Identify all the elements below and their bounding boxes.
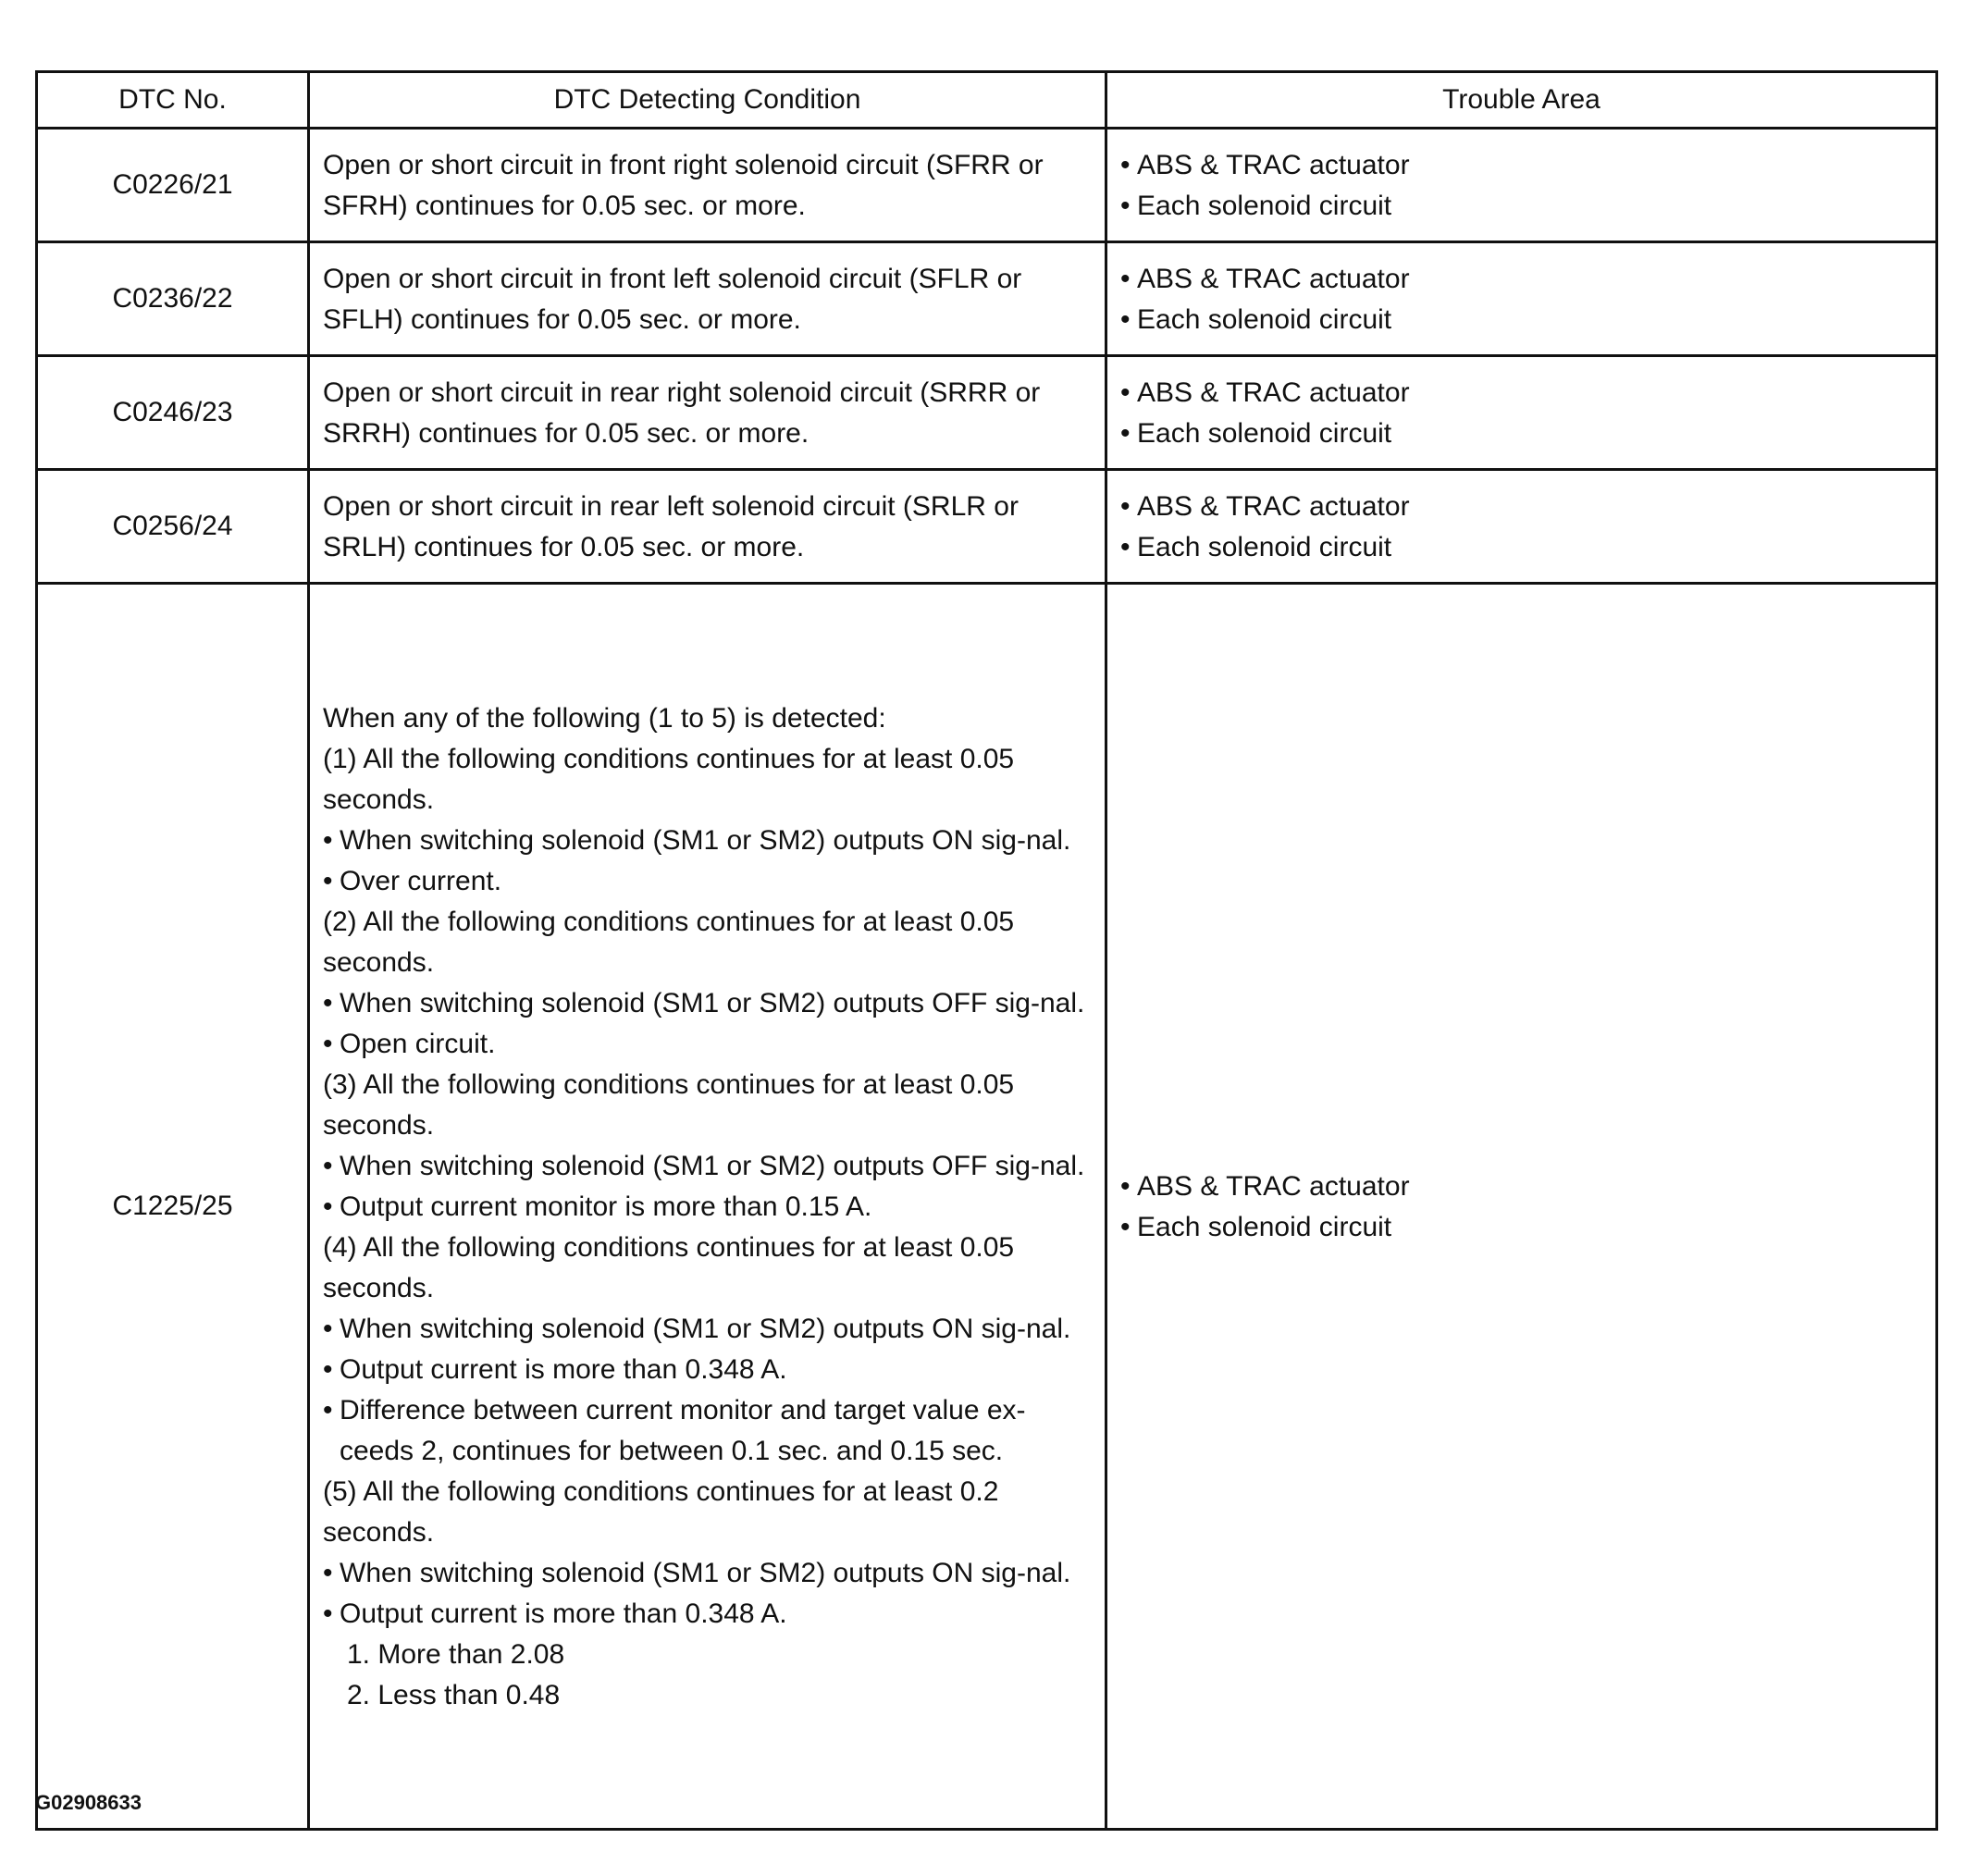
detecting-condition: Open or short circuit in rear left solenoid circuit (SRLR or SRLH) continues for 0.05 sec. or more. <box>309 470 1106 584</box>
condition-numbered-item: 1. More than 2.08 <box>347 1639 565 1670</box>
condition-bullet: • Output current is more than 0.348 A. <box>323 1594 1092 1635</box>
condition-line: (1) All the following conditions continues for at least 0.05 seconds. <box>323 744 1015 815</box>
condition-bullet: • When switching solenoid (SM1 or SM2) outputs ON sig-nal. <box>323 1553 1092 1594</box>
condition-bullet: • Over current. <box>323 861 1092 902</box>
header-dtc-no: DTC No. <box>37 72 309 129</box>
condition-bullet: • When switching solenoid (SM1 or SM2) outputs ON sig-nal. <box>323 821 1092 861</box>
trouble-item: • ABS & TRAC actuator <box>1120 145 1922 186</box>
trouble-area <box>1106 242 1937 356</box>
detecting-condition: Open or short circuit in rear right solenoid circuit (SRRR or SRRH) continues for 0.05 sec. or more. <box>309 356 1106 470</box>
condition-bullet: • Open circuit. <box>323 1024 1092 1065</box>
condition-bullet: • When switching solenoid (SM1 or SM2) outputs OFF sig-nal. <box>323 983 1092 1024</box>
dtc-code: C0236/22 <box>37 242 309 356</box>
header-trouble-area: Trouble Area <box>1106 72 1937 129</box>
table-row <box>37 129 1937 242</box>
dtc-code: C0226/21 <box>37 129 309 242</box>
detecting-condition: Open or short circuit in front right solenoid circuit (SFRR or SFRH) continues for 0.05 sec. or more. <box>309 129 1106 242</box>
detecting-condition <box>309 584 1106 1830</box>
trouble-item: • ABS & TRAC actuator <box>1120 373 1922 413</box>
condition-bullet: • Difference between current monitor and target value ex-ceeds 2, continues for between 0.1 sec. and 0.15 sec. <box>323 1390 1092 1472</box>
trouble-item: • Each solenoid circuit <box>1120 300 1922 340</box>
table-row <box>37 584 1937 1830</box>
header-detecting-condition: DTC Detecting Condition <box>309 72 1106 129</box>
trouble-item: • Each solenoid circuit <box>1120 186 1922 227</box>
condition-line: (3) All the following conditions continues for at least 0.05 seconds. <box>323 1069 1015 1141</box>
trouble-area <box>1106 356 1937 470</box>
condition-bullet: • Output current is more than 0.348 A. <box>323 1350 1092 1390</box>
trouble-area <box>1106 584 1937 1830</box>
trouble-item: • ABS & TRAC actuator <box>1120 487 1922 527</box>
dtc-code: C0246/23 <box>37 356 309 470</box>
condition-bullet: • When switching solenoid (SM1 or SM2) outputs OFF sig-nal. <box>323 1146 1092 1187</box>
dtc-code: C1225/25 <box>37 584 309 1830</box>
condition-numbered-item: 2. Less than 0.48 <box>347 1680 561 1710</box>
table-row <box>37 242 1937 356</box>
table-row <box>37 356 1937 470</box>
condition-bullet: • Output current monitor is more than 0.15 A. <box>323 1187 1092 1228</box>
trouble-item: • Each solenoid circuit <box>1120 413 1922 454</box>
dtc-code: C0256/24 <box>37 470 309 584</box>
table-row <box>37 470 1937 584</box>
condition-line: (5) All the following conditions continues for at least 0.2 seconds. <box>323 1476 999 1548</box>
detecting-condition: Open or short circuit in front left solenoid circuit (SFLR or SFLH) continues for 0.05 sec. or more. <box>309 242 1106 356</box>
condition-line: (2) All the following conditions continues for at least 0.05 seconds. <box>323 907 1015 978</box>
trouble-area <box>1106 129 1937 242</box>
trouble-area <box>1106 470 1937 584</box>
condition-line: (4) All the following conditions continues for at least 0.05 seconds. <box>323 1232 1015 1303</box>
trouble-item: • ABS & TRAC actuator <box>1120 1166 1922 1207</box>
trouble-item: • ABS & TRAC actuator <box>1120 259 1922 300</box>
trouble-item: • Each solenoid circuit <box>1120 1207 1922 1248</box>
dtc-table <box>35 70 1938 1831</box>
figure-id: G02908633 <box>35 1791 142 1814</box>
condition-line: When any of the following (1 to 5) is detected: <box>323 703 886 734</box>
table-header-row <box>37 72 1937 129</box>
trouble-item: • Each solenoid circuit <box>1120 527 1922 568</box>
condition-bullet: • When switching solenoid (SM1 or SM2) outputs ON sig-nal. <box>323 1309 1092 1350</box>
